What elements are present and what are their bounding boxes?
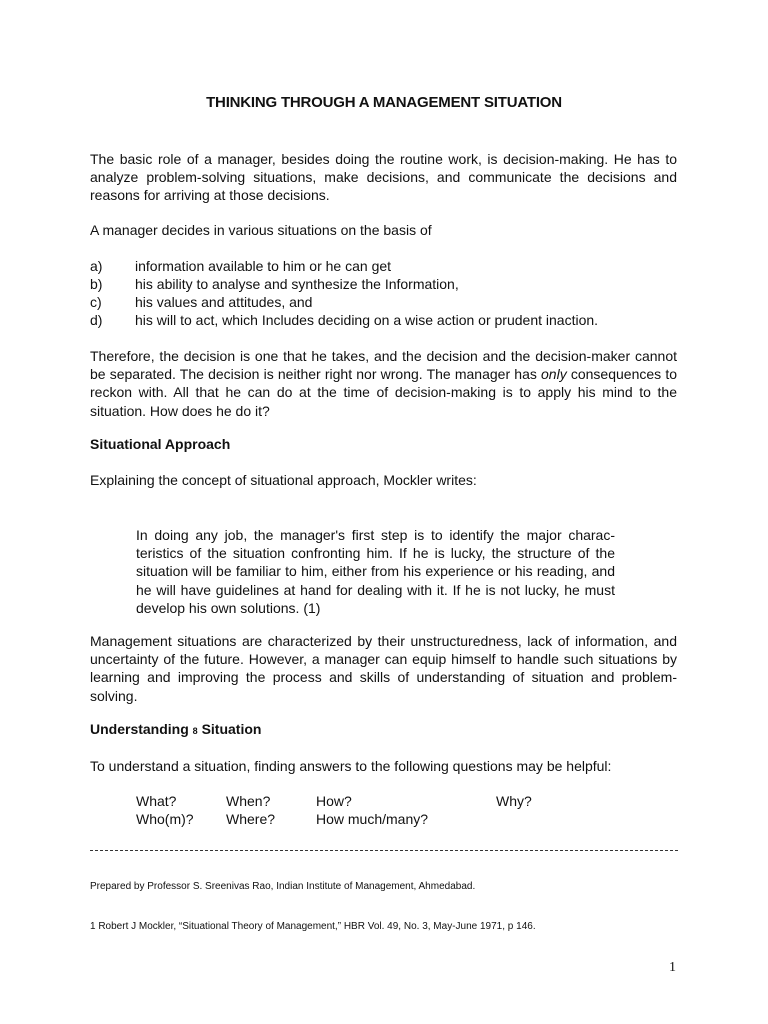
- mockler-quote: In doing any job, the manager's first step is to identify the major charac-teristics of the situation confronting him. If he is lucky, the structure of the situation will be familiar to him, either from his experience or his reading, and he will have guidelines at hand for dealing with it. If he is not lucky, he must develop his own solutions. (1): [136, 527, 615, 616]
- list-item-text: his will to act, which Includes deciding on a wise action or prudent inaction.: [135, 312, 599, 328]
- mockler-intro: Explaining the concept of situational approach, Mockler writes:: [90, 472, 477, 488]
- therefore-text-end: consequences to reckon with. All that he can do at the time of decision-making is to apply his mind to the situation. How does he do it?: [90, 366, 677, 419]
- footnote-divider: [90, 850, 678, 851]
- page-title: THINKING THROUGH A MANAGEMENT SITUATION: [206, 94, 562, 111]
- question-where: Where?: [226, 811, 276, 827]
- list-item-text: his values and attitudes, and: [135, 294, 313, 310]
- list-item-label: a): [90, 258, 103, 274]
- emphasis-only: only: [541, 366, 567, 383]
- footnote-reference: 1 Robert J Mockler, “Situational Theory of Management,” HBR Vol. 49, No. 3, May-June 1971, p 146.: [90, 921, 536, 932]
- understanding-heading: [90, 721, 261, 737]
- question-how-much: How much/many?: [316, 811, 429, 827]
- question-why: Why?: [496, 793, 532, 809]
- understanding-heading-end: Situation: [201, 721, 262, 737]
- list-item-text: information available to him or he can get: [135, 258, 392, 274]
- page-number: 1: [669, 960, 676, 975]
- therefore-paragraph: [90, 347, 677, 420]
- understanding-heading-sub: 8: [192, 726, 198, 736]
- situational-approach-heading: Situational Approach: [90, 436, 231, 452]
- question-whom: Who(m)?: [136, 811, 194, 827]
- list-item-label: d): [90, 312, 103, 328]
- list-item-label: c): [90, 294, 102, 310]
- prepared-by-note: Prepared by Professor S. Sreenivas Rao, Indian Institute of Management, Ahmedabad.: [90, 881, 476, 892]
- therefore-text-start: Therefore, the decision is one that he takes, and the decision and the decision-maker cannot be separated. The decision is neither right nor wrong. The manager has: [90, 348, 677, 383]
- management-paragraph: Management situations are characterized by their unstructuredness, lack of information, and uncertainty of the future. However, a manager can equip himself to handle such situations by learning and improving the process and skills of understanding of situation and problem-solving.: [90, 633, 677, 704]
- question-what: What?: [136, 793, 177, 809]
- question-when: When?: [226, 793, 271, 809]
- understanding-heading-main: Understanding: [90, 721, 189, 737]
- list-item-text: his ability to analyse and synthesize the Information,: [135, 276, 459, 292]
- questions-intro: To understand a situation, finding answers to the following questions may be helpful:: [90, 758, 612, 774]
- basis-intro: A manager decides in various situations on the basis of: [90, 222, 432, 238]
- list-item-label: b): [90, 276, 103, 292]
- question-how: How?: [316, 793, 352, 809]
- intro-paragraph: The basic role of a manager, besides doing the routine work, is decision-making. He has to analyze problem-solving situations, make decisions, and communicate the decisions and reasons for arriving at those decisions.: [90, 151, 677, 204]
